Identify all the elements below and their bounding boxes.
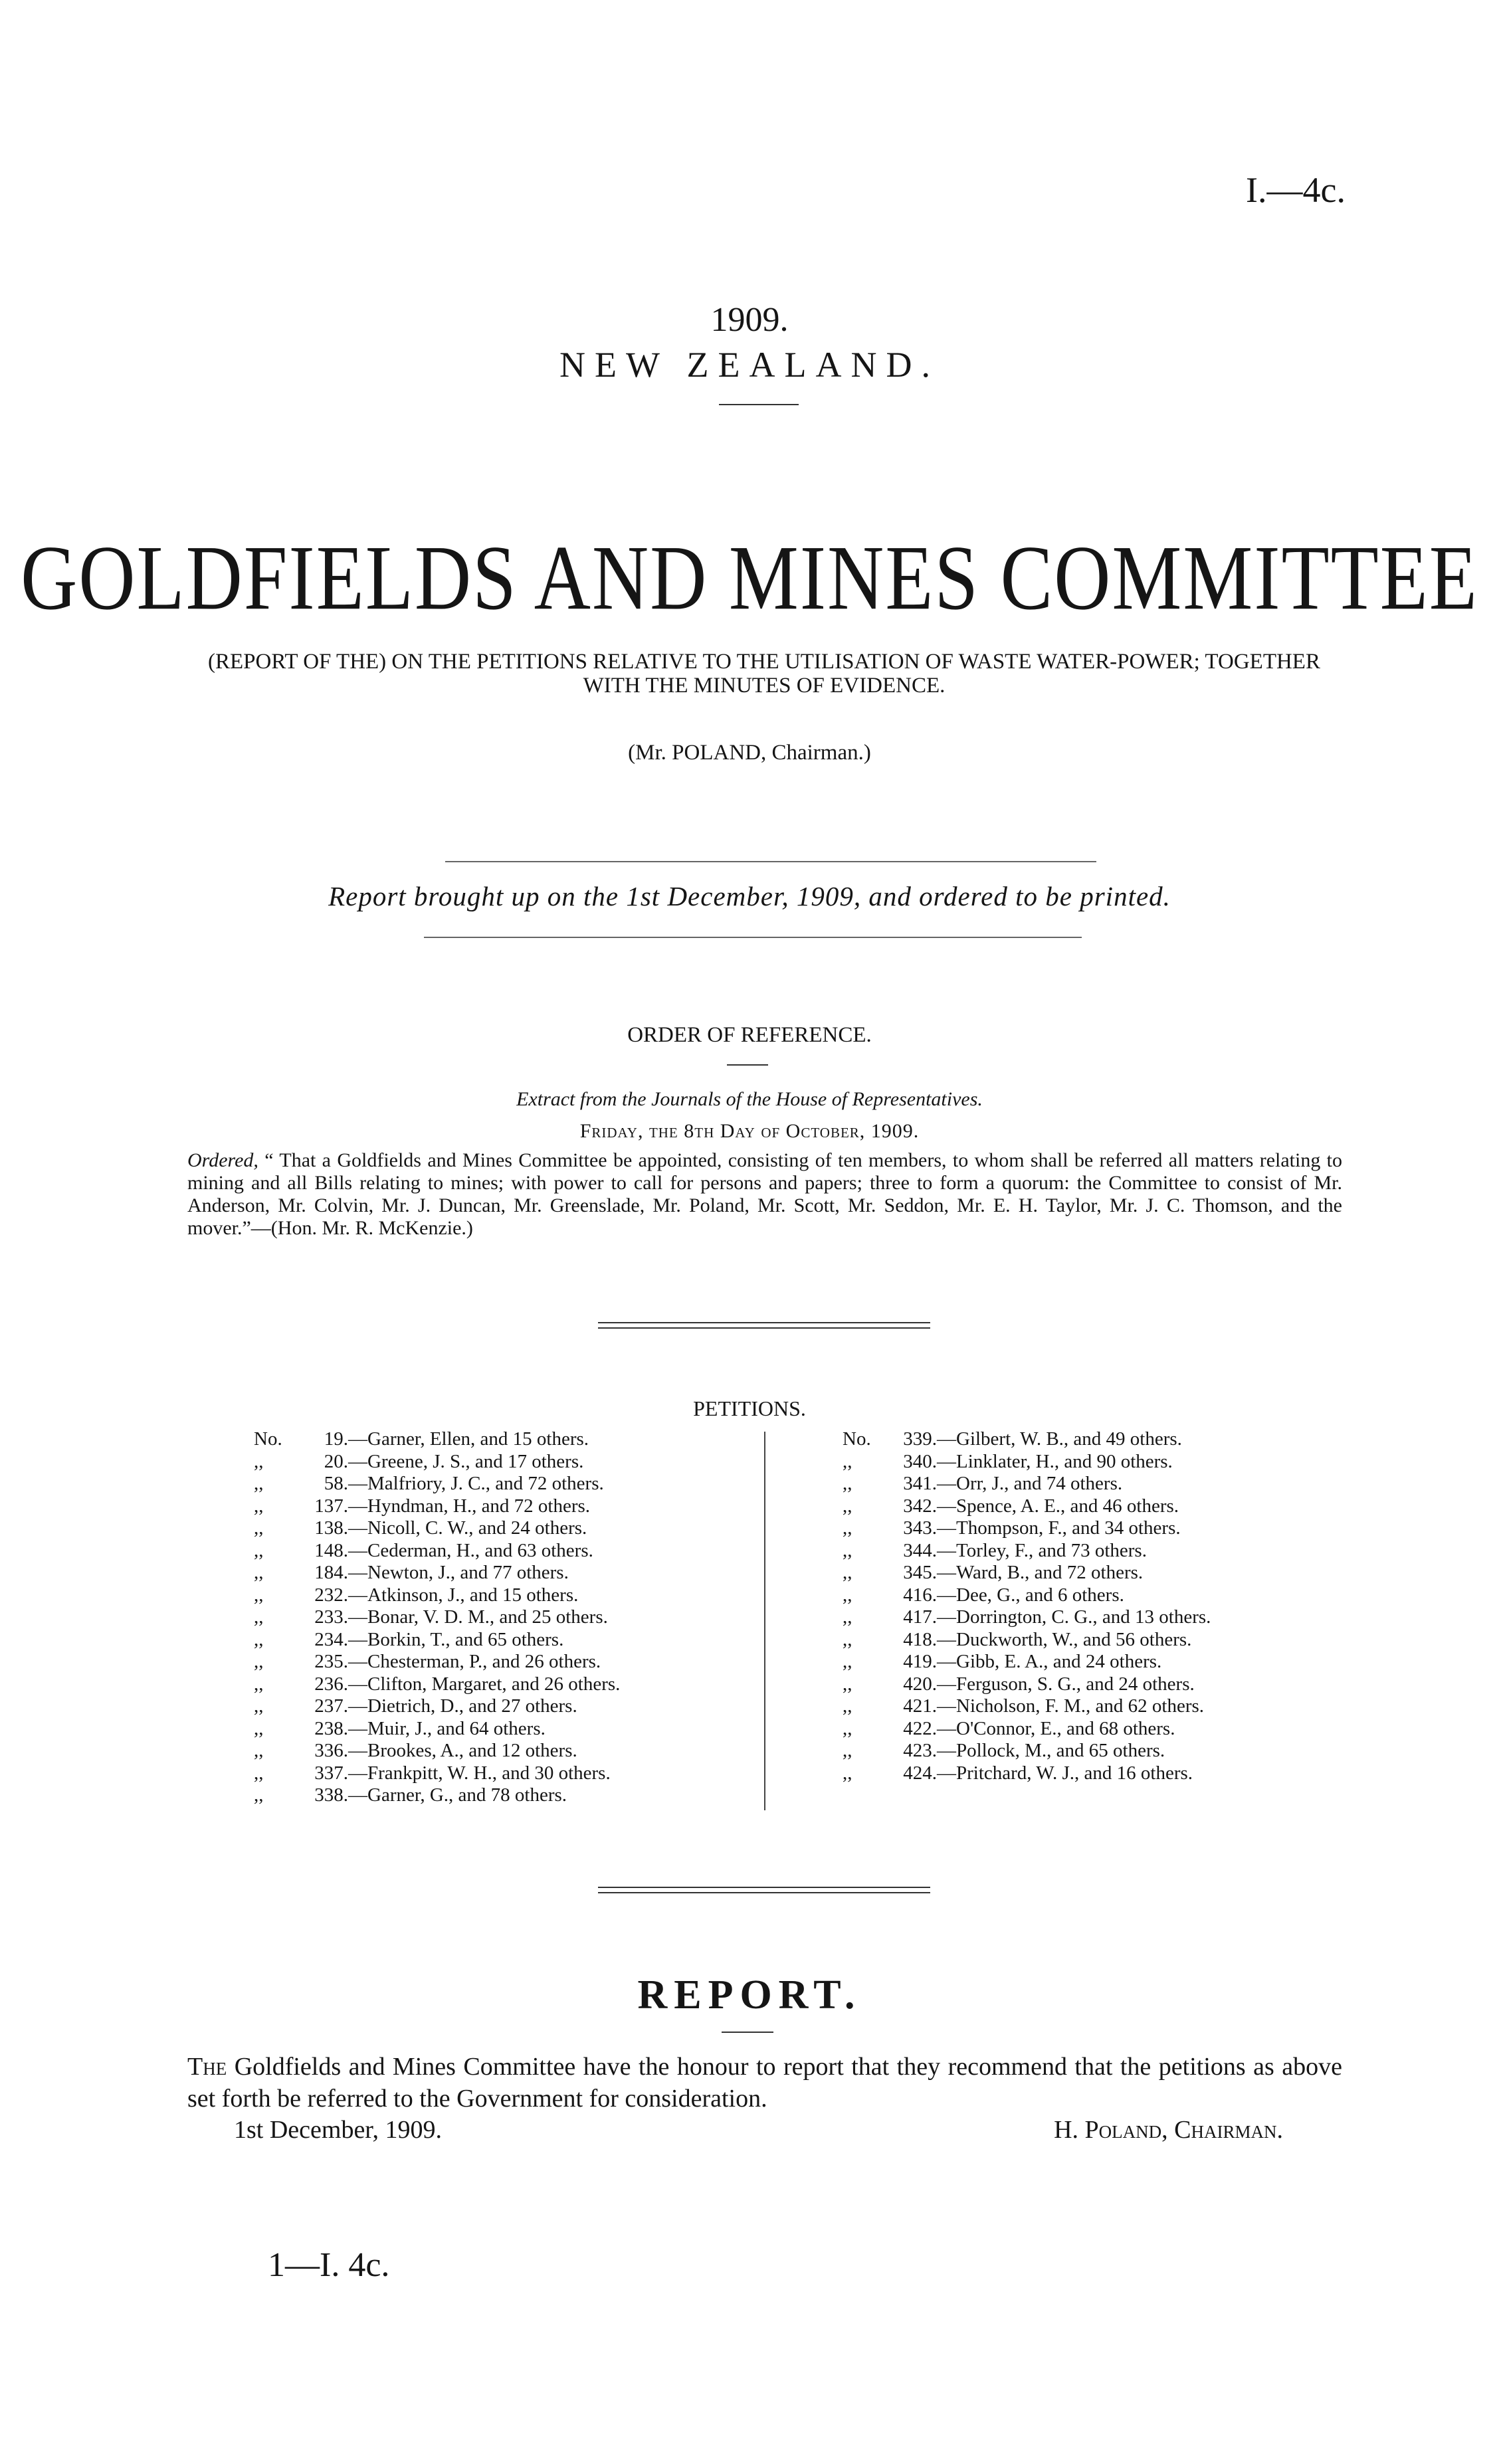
- petition-prefix: No.: [254, 1428, 282, 1450]
- double-divider: [598, 1327, 930, 1329]
- petition-prefix: ,,: [843, 1517, 852, 1539]
- petition-prefix: ,,: [843, 1695, 852, 1717]
- petition-number: 19.: [324, 1428, 348, 1450]
- order-of-reference-heading: ORDER OF REFERENCE.: [627, 1023, 872, 1047]
- petition-prefix: ,,: [254, 1584, 264, 1606]
- order-of-reference-text: [187, 1149, 1342, 1240]
- petition-number: 417.: [903, 1606, 937, 1628]
- petition-number: 424.: [903, 1762, 937, 1784]
- double-divider: [598, 1887, 930, 1888]
- report-brought-line: Report brought up on the 1st December, 1909, and ordered to be printed.: [328, 881, 1171, 911]
- country-heading: NEW ZEALAND.: [559, 345, 940, 385]
- petition-text: —Clifton, Margaret, and 26 others.: [348, 1673, 621, 1695]
- petition-entry: [843, 1718, 1211, 1741]
- petition-entry: [254, 1695, 620, 1718]
- petition-entry: [843, 1473, 1211, 1495]
- petition-entry: [254, 1451, 620, 1473]
- petition-entry: [254, 1606, 620, 1629]
- petition-entry: [843, 1606, 1211, 1629]
- petition-number: 236.: [314, 1673, 348, 1695]
- petition-text: —Nicoll, C. W., and 24 others.: [348, 1517, 587, 1539]
- petition-prefix: ,,: [843, 1673, 852, 1695]
- petition-entry: [254, 1651, 620, 1673]
- petition-prefix: ,,: [254, 1651, 264, 1672]
- petition-number: 343.: [903, 1517, 937, 1539]
- petition-prefix: ,,: [254, 1450, 264, 1472]
- petition-prefix: ,,: [843, 1584, 852, 1606]
- petition-entry: [254, 1495, 620, 1518]
- petition-number: 137.: [314, 1495, 348, 1517]
- petition-number: 339.: [903, 1428, 937, 1450]
- petition-entry: [254, 1629, 620, 1652]
- petition-prefix: ,,: [254, 1695, 264, 1717]
- petitions-list-left: [254, 1428, 620, 1807]
- divider: [424, 937, 1082, 938]
- report-lead-word: The: [187, 2053, 227, 2081]
- petition-entry: [843, 1673, 1211, 1696]
- petition-number: 235.: [314, 1651, 348, 1672]
- petition-number: 342.: [903, 1495, 937, 1517]
- petition-prefix: ,,: [843, 1651, 852, 1672]
- petition-prefix: ,,: [843, 1473, 852, 1494]
- petitions-list-right: [843, 1428, 1211, 1784]
- petition-number: 341.: [903, 1473, 937, 1494]
- petition-prefix: ,,: [843, 1539, 852, 1561]
- petition-number: 138.: [314, 1517, 348, 1539]
- document-reference-number: I.—4c.: [1246, 170, 1346, 210]
- petition-text: —Ward, B., and 72 others.: [937, 1562, 1144, 1583]
- petition-text: —Muir, J., and 64 others.: [348, 1717, 546, 1739]
- report-signature: H. Poland, Chairman.: [1054, 2116, 1283, 2144]
- petition-entry: [843, 1651, 1211, 1673]
- chairman-line: (Mr. POLAND, Chairman.): [628, 741, 871, 765]
- petition-text: —Borkin, T., and 65 others.: [348, 1628, 564, 1650]
- petition-number: 344.: [903, 1539, 937, 1561]
- petition-text: —Dee, G., and 6 others.: [937, 1584, 1124, 1606]
- column-divider: [764, 1432, 765, 1810]
- petition-prefix: ,,: [843, 1762, 852, 1784]
- journal-extract-line: Extract from the Journals of the House of Representatives.: [516, 1088, 983, 1110]
- petition-text: —Dorrington, C. G., and 13 others.: [937, 1606, 1211, 1628]
- petition-entry: [254, 1473, 620, 1495]
- petition-prefix: ,,: [254, 1562, 264, 1583]
- petition-entry: [254, 1740, 620, 1762]
- petition-text: —Dietrich, D., and 27 others.: [348, 1695, 577, 1717]
- petition-prefix: ,,: [254, 1717, 264, 1739]
- petition-text: —Chesterman, P., and 26 others.: [348, 1651, 601, 1672]
- petition-prefix: No.: [843, 1428, 871, 1450]
- report-date: 1st December, 1909.: [234, 2116, 442, 2144]
- petition-entry: [843, 1517, 1211, 1540]
- petition-text: —Garner, Ellen, and 15 others.: [348, 1428, 589, 1450]
- petition-prefix: ,,: [254, 1673, 264, 1695]
- petition-entry: [254, 1762, 620, 1785]
- petition-number: 418.: [903, 1628, 937, 1650]
- petition-prefix: ,,: [254, 1762, 264, 1784]
- petition-entry: [843, 1540, 1211, 1563]
- petition-entry: [254, 1718, 620, 1741]
- order-body: “ That a Goldfields and Mines Committee be appointed, consisting of ten members, to whom shall be referred all matters relating to mining and all Bills relating to mines; with power to call for persons and papers; three to form a quorum: the Committee to consist of Mr. Anderson, Mr. Colvin, Mr. J. Duncan, Mr. Greenslade, Mr. Poland, Mr. Scott, Mr. Seddon, Mr. E. H. Taylor, Mr. J. C. Thomson, and the mover.”—(Hon. Mr. R. McKenzie.): [187, 1149, 1343, 1239]
- petition-text: —Pritchard, W. J., and 16 others.: [937, 1762, 1193, 1784]
- petition-entry: [843, 1740, 1211, 1762]
- petition-entry: [254, 1784, 620, 1807]
- report-text: Goldfields and Mines Committee have the honour to report that they recommend that the petitions as above set forth be referred to the Government for consideration.: [187, 2053, 1342, 2113]
- petition-number: 338.: [314, 1784, 348, 1806]
- petition-entry: [254, 1517, 620, 1540]
- footer-reference: 1—I. 4c.: [268, 2246, 390, 2284]
- petition-text: —Gilbert, W. B., and 49 others.: [937, 1428, 1182, 1450]
- petition-number: 421.: [903, 1695, 937, 1717]
- petition-prefix: ,,: [843, 1562, 852, 1583]
- petition-prefix: ,,: [843, 1740, 852, 1761]
- petition-text: —Bonar, V. D. M., and 25 others.: [348, 1606, 608, 1628]
- petition-text: —Newton, J., and 77 others.: [348, 1562, 569, 1583]
- petition-entry: [843, 1451, 1211, 1473]
- petition-text: —Duckworth, W., and 56 others.: [937, 1628, 1192, 1650]
- petition-prefix: ,,: [254, 1740, 264, 1761]
- petition-number: 184.: [314, 1562, 348, 1583]
- petition-number: 423.: [903, 1740, 937, 1761]
- petition-entry: [843, 1562, 1211, 1584]
- petition-text: —Gibb, E. A., and 24 others.: [937, 1651, 1162, 1672]
- page-title: GOLDFIELDS AND MINES COMMITTEE: [21, 526, 1478, 629]
- petition-number: 237.: [314, 1695, 348, 1717]
- petition-number: 58.: [324, 1473, 348, 1494]
- petition-text: —Hyndman, H., and 72 others.: [348, 1495, 591, 1517]
- petition-number: 336.: [314, 1740, 348, 1761]
- petition-entry: [254, 1562, 620, 1584]
- petition-number: 234.: [314, 1628, 348, 1650]
- subtitle: (REPORT OF THE) ON THE PETITIONS RELATIVE TO THE UTILISATION OF WASTE WATER-POWER; TOGETHER WITH THE MINUTES OF EVIDENCE.: [208, 650, 1320, 698]
- petition-text: —Nicholson, F. M., and 62 others.: [937, 1695, 1205, 1717]
- document-year: 1909.: [710, 301, 789, 339]
- petition-number: 148.: [314, 1539, 348, 1561]
- double-divider: [598, 1322, 930, 1323]
- petition-text: —Greene, J. S., and 17 others.: [348, 1450, 584, 1472]
- order-date-line: Friday, the 8th Day of October, 1909.: [579, 1120, 920, 1142]
- petition-number: 422.: [903, 1717, 937, 1739]
- report-heading: REPORT.: [637, 1972, 862, 2018]
- petition-number: 420.: [903, 1673, 937, 1695]
- petition-text: —Pollock, M., and 65 others.: [937, 1740, 1165, 1761]
- petition-number: 232.: [314, 1584, 348, 1606]
- petition-text: —Garner, G., and 78 others.: [348, 1784, 567, 1806]
- divider: [722, 2032, 773, 2033]
- petition-prefix: ,,: [254, 1628, 264, 1650]
- petition-number: 345.: [903, 1562, 937, 1583]
- petition-entry: [254, 1540, 620, 1563]
- petition-text: —Malfriory, J. C., and 72 others.: [348, 1473, 604, 1494]
- petition-number: 337.: [314, 1762, 348, 1784]
- report-body: [187, 2051, 1342, 2115]
- petition-entry: [843, 1428, 1211, 1451]
- double-divider: [598, 1892, 930, 1893]
- petition-number: 419.: [903, 1651, 937, 1672]
- petition-entry: [843, 1584, 1211, 1607]
- petition-prefix: ,,: [843, 1495, 852, 1517]
- petition-text: —Orr, J., and 74 others.: [937, 1473, 1123, 1494]
- petition-prefix: ,,: [843, 1628, 852, 1650]
- petition-entry: [843, 1495, 1211, 1518]
- petition-number: 416.: [903, 1584, 937, 1606]
- petition-text: —Frankpitt, W. H., and 30 others.: [348, 1762, 611, 1784]
- petitions-heading: PETITIONS.: [693, 1396, 806, 1420]
- petition-text: —Brookes, A., and 12 others.: [348, 1740, 577, 1761]
- petition-text: —Atkinson, J., and 15 others.: [348, 1584, 579, 1606]
- order-lead-word: Ordered,: [187, 1149, 258, 1171]
- petition-text: —Cederman, H., and 63 others.: [348, 1539, 593, 1561]
- petition-text: —Ferguson, S. G., and 24 others.: [937, 1673, 1195, 1695]
- petition-prefix: ,,: [843, 1717, 852, 1739]
- divider: [719, 404, 799, 405]
- petition-entry: [843, 1629, 1211, 1652]
- petition-text: —Torley, F., and 73 others.: [937, 1539, 1147, 1561]
- petition-number: 340.: [903, 1450, 937, 1472]
- petition-prefix: ,,: [254, 1539, 264, 1561]
- petition-text: —Thompson, F., and 34 others.: [937, 1517, 1181, 1539]
- petition-prefix: ,,: [254, 1784, 264, 1806]
- petition-entry: [843, 1695, 1211, 1718]
- divider: [727, 1064, 768, 1066]
- petition-entry: [254, 1673, 620, 1696]
- petition-text: —Linklater, H., and 90 others.: [937, 1450, 1173, 1472]
- petition-number: 233.: [314, 1606, 348, 1628]
- petition-text: —O'Connor, E., and 68 others.: [937, 1717, 1175, 1739]
- petition-prefix: ,,: [254, 1495, 264, 1517]
- petition-entry: [254, 1428, 620, 1451]
- petition-prefix: ,,: [254, 1473, 264, 1494]
- petition-number: 20.: [324, 1450, 348, 1472]
- petition-number: 238.: [314, 1717, 348, 1739]
- petition-text: —Spence, A. E., and 46 others.: [937, 1495, 1179, 1517]
- petition-entry: [843, 1762, 1211, 1785]
- divider: [445, 861, 1096, 862]
- petition-prefix: ,,: [843, 1450, 852, 1472]
- petition-prefix: ,,: [254, 1517, 264, 1539]
- petition-entry: [254, 1584, 620, 1607]
- petition-prefix: ,,: [254, 1606, 264, 1628]
- petition-prefix: ,,: [843, 1606, 852, 1628]
